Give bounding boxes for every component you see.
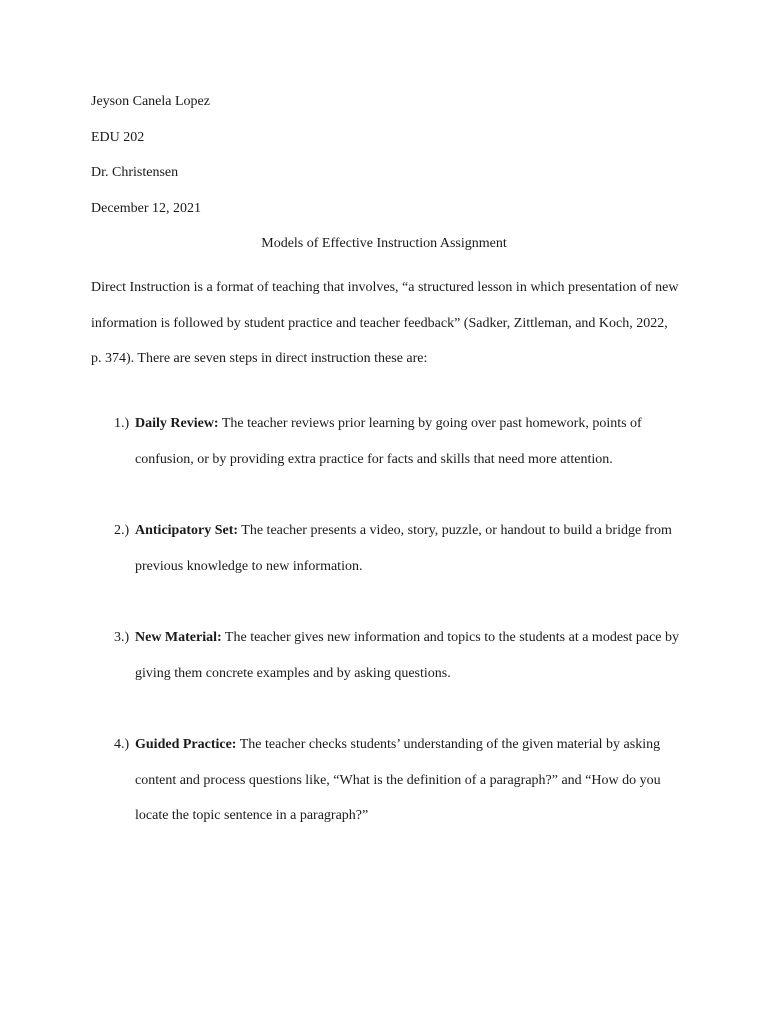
list-item-body bbox=[135, 513, 691, 584]
course-code: EDU 202 bbox=[91, 130, 145, 145]
list-item-term: Guided Practice: bbox=[135, 737, 237, 752]
student-name: Jeyson Canela Lopez bbox=[91, 94, 210, 109]
intro-paragraph: Direct Instruction is a format of teaching that involves, “a structured lesson in which presentation of new information is followed by student practice and teacher feedback” (Sadker, Zittleman, and Koch, 2022, p. 374). There are seven steps in direct instruction these are: bbox=[91, 280, 679, 366]
list-item-body bbox=[135, 620, 691, 691]
list-item-number: 4.) bbox=[114, 737, 130, 752]
document-title: Models of Effective Instruction Assignment bbox=[261, 236, 507, 251]
list-item-term: New Material: bbox=[135, 630, 222, 645]
instructor-name: Dr. Christensen bbox=[91, 165, 179, 180]
list-item-body bbox=[135, 406, 691, 477]
list-item-number: 3.) bbox=[114, 630, 130, 645]
list-item-term: Daily Review: bbox=[135, 416, 219, 431]
list-item-number: 1.) bbox=[114, 416, 130, 431]
list-item-text: The teacher checks students’ understanding of the given material by asking content and process questions like, “What is the definition of a paragraph?” and “How do you locate the topic sentence in a paragraph?” bbox=[135, 737, 661, 823]
list-item-text: The teacher gives new information and topics to the students at a modest pace by giving them concrete examples and by asking questions. bbox=[135, 630, 680, 681]
list-item-term: Anticipatory Set: bbox=[135, 523, 239, 538]
list-item-text: The teacher reviews prior learning by going over past homework, points of confusion, or by providing extra practice for facts and skills that need more attention. bbox=[135, 416, 642, 467]
list-item-body bbox=[135, 727, 691, 834]
list-item-text: The teacher presents a video, story, puzzle, or handout to build a bridge from previous knowledge to new information. bbox=[135, 523, 672, 574]
submission-date: December 12, 2021 bbox=[91, 201, 202, 216]
list-item-number: 2.) bbox=[114, 523, 130, 538]
